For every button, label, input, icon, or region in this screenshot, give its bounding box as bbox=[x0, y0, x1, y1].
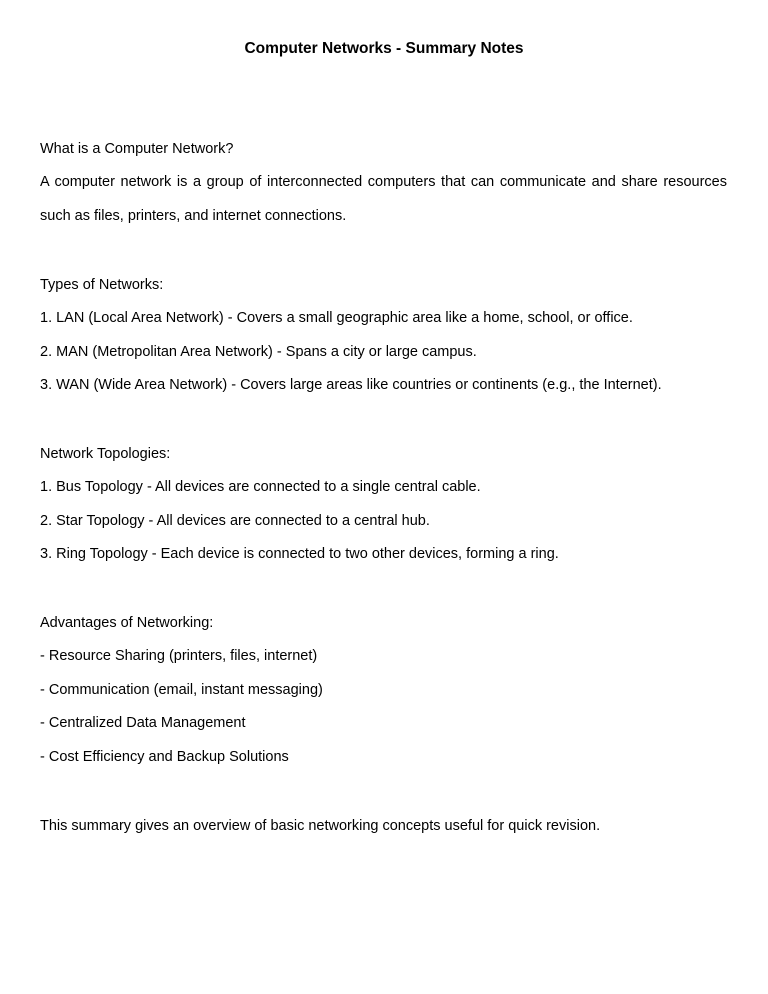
document-body bbox=[40, 133, 727, 843]
section-heading: Types of Networks: bbox=[40, 276, 164, 293]
list-item: - Cost Efficiency and Backup Solutions bbox=[40, 748, 289, 765]
section-what-is-network bbox=[40, 133, 727, 233]
document-title: Computer Networks - Summary Notes bbox=[244, 40, 524, 57]
definition-paragraph: A computer network is a group of interconnected computers that can communicate and share resources such as files, printers, and internet connections. bbox=[40, 174, 727, 224]
section-advantages bbox=[40, 607, 727, 774]
list-item: 2. MAN (Metropolitan Area Network) - Spans a city or large campus. bbox=[40, 343, 477, 360]
section-types-of-networks bbox=[40, 269, 727, 403]
section-heading: Advantages of Networking: bbox=[40, 614, 214, 631]
conclusion-text: This summary gives an overview of basic networking concepts useful for quick revision. bbox=[40, 817, 601, 834]
list-item: 1. LAN (Local Area Network) - Covers a small geographic area like a home, school, or office. bbox=[40, 310, 633, 327]
list-item: 3. Ring Topology - Each device is connected to two other devices, forming a ring. bbox=[40, 546, 559, 563]
section-heading: What is a Computer Network? bbox=[40, 141, 234, 157]
list-item: - Resource Sharing (printers, files, internet) bbox=[40, 648, 318, 665]
list-item: 3. WAN (Wide Area Network) - Covers large areas like countries or continents (e.g., the Internet). bbox=[40, 376, 662, 393]
section-heading: Network Topologies: bbox=[40, 445, 171, 462]
list-item: - Centralized Data Management bbox=[40, 715, 246, 732]
list-item: - Communication (email, instant messaging) bbox=[40, 681, 323, 698]
list-item: 1. Bus Topology - All devices are connected to a single central cable. bbox=[40, 479, 481, 496]
list-item: 2. Star Topology - All devices are connected to a central hub. bbox=[40, 512, 430, 529]
section-network-topologies bbox=[40, 438, 727, 572]
